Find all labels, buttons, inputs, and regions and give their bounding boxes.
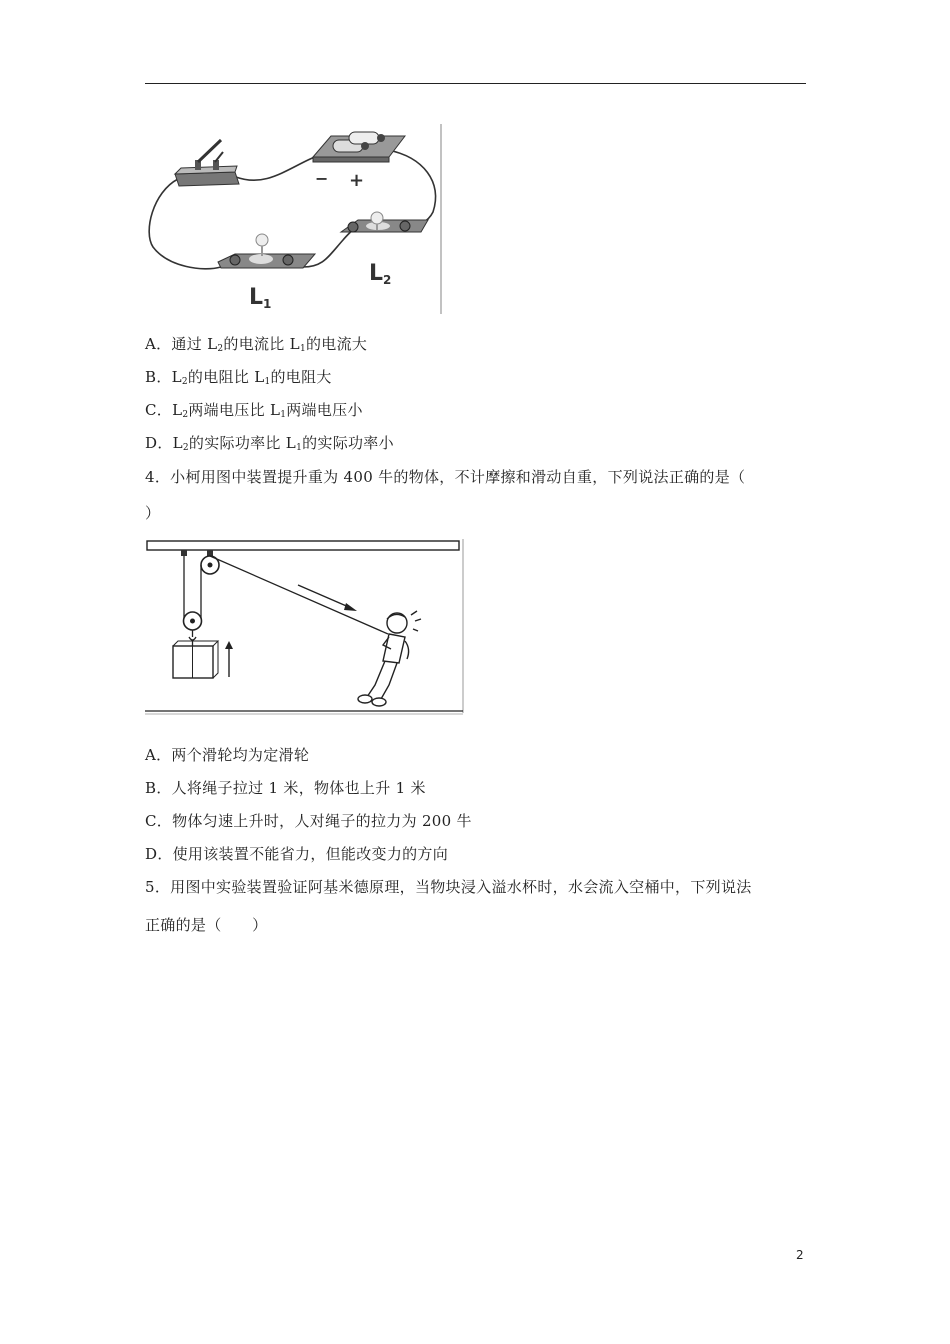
battery-minus-sign: −: [315, 169, 329, 188]
q3-option-d: D．$L_2$的实际功率比 $L_1$的实际功率小: [145, 434, 394, 453]
q4-option-a: A．两个滑轮均为定滑轮: [145, 746, 310, 764]
q4-stem-line2: ）: [145, 504, 161, 522]
header-rule: [145, 83, 806, 84]
pulley-figure: [143, 537, 465, 717]
lamp-l2-label: L2: [369, 261, 392, 287]
load-box-icon: [173, 641, 218, 678]
q4-option-c: C．物体匀速上升时，人对绳子的拉力为 200 牛: [145, 812, 472, 830]
circuit-figure: [143, 122, 445, 317]
q5-stem-line2: 正确的是（ ）: [145, 916, 268, 934]
q4-stem-line1: 4．小柯用图中装置提升重为 400 牛的物体，不计摩擦和滑动自重，下列说法正确的是（: [145, 468, 746, 486]
q5-stem-line1: 5．用图中实验装置验证阿基米德原理，当物块浸入溢水杯时，水会流入空桶中，下列说法: [145, 878, 752, 896]
lamp-l1-label: L1: [249, 285, 272, 311]
q4-option-b: B．人将绳子拉过 1 米，物体也上升 1 米: [145, 779, 426, 797]
page-number: 2: [796, 1248, 804, 1262]
battery-plus-sign: +: [349, 170, 365, 191]
q3-option-a: A．通过 $L_2$的电流比 $L_1$的电流大: [145, 335, 368, 354]
q3-option-b: B．$L_2$的电阻比 $L_1$的电阻大: [145, 368, 332, 387]
q4-option-d: D．使用该装置不能省力，但能改变力的方向: [145, 845, 449, 863]
q3-option-c: C．$L_2$两端电压比 $L_1$两端电压小: [145, 401, 363, 420]
